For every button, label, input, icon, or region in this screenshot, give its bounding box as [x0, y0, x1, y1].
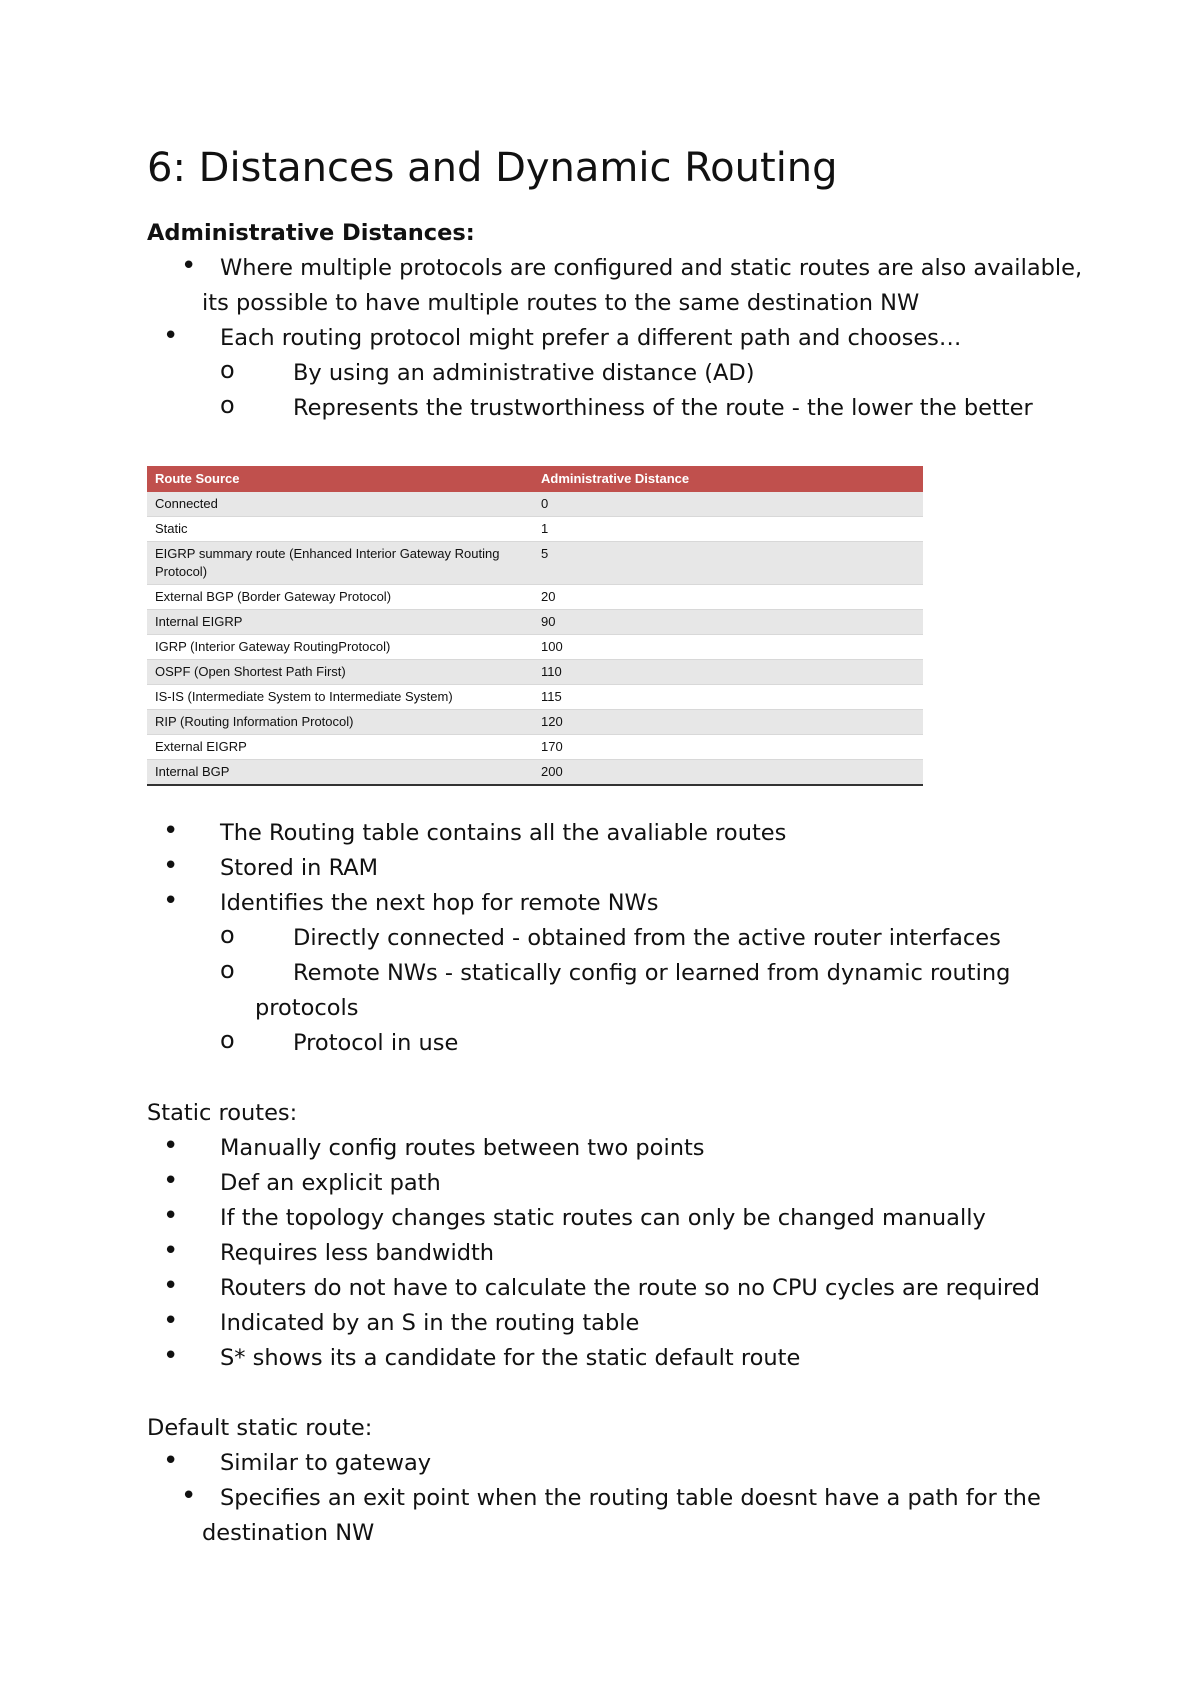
distance-cell: 200	[533, 760, 923, 786]
routing-table-bullet-list	[147, 816, 1087, 1061]
list-item: • Stored in RAM	[147, 851, 1087, 886]
distance-cell: 90	[533, 610, 923, 635]
distance-cell: 170	[533, 735, 923, 760]
list-item: • Routers do not have to calculate the route so no CPU cycles are required	[147, 1271, 1087, 1306]
admin-distance-table	[147, 466, 923, 786]
table-row	[147, 585, 923, 610]
list-item: • Where multiple protocols are configured and static routes are also available, its possible to have multiple routes to the same destination NW	[147, 251, 1087, 321]
list-item: • Requires less bandwidth	[147, 1236, 1087, 1271]
list-item: • Indicated by an S in the routing table	[147, 1306, 1087, 1341]
default-route-bullet-list	[147, 1446, 1087, 1551]
table-row	[147, 735, 923, 760]
route-source-cell: RIP (Routing Information Protocol)	[147, 710, 533, 735]
route-source-cell: External EIGRP	[147, 735, 533, 760]
sub-list-item: o Directly connected - obtained from the active router interfaces	[147, 921, 1087, 956]
route-source-cell: External BGP (Border Gateway Protocol)	[147, 585, 533, 610]
page-title: 6: Distances and Dynamic Routing	[147, 145, 838, 191]
list-item: • Identifies the next hop for remote NWs	[147, 886, 1087, 921]
column-header-route-source: Route Source	[147, 466, 533, 492]
list-item: • Specifies an exit point when the routing table doesnt have a path for the destination NW	[147, 1481, 1087, 1551]
spacer	[147, 1376, 1087, 1411]
route-source-cell: Internal EIGRP	[147, 610, 533, 635]
sub-list-item: o By using an administrative distance (AD)	[147, 356, 1087, 391]
distance-cell: 20	[533, 585, 923, 610]
distance-cell: 120	[533, 710, 923, 735]
list-item: • Similar to gateway	[147, 1446, 1087, 1481]
table-row	[147, 760, 923, 786]
spacer	[147, 1061, 1087, 1096]
document-body	[147, 216, 1087, 1551]
distance-cell: 0	[533, 492, 923, 517]
table-row	[147, 660, 923, 685]
route-source-cell: Static	[147, 517, 533, 542]
distance-cell: 1	[533, 517, 923, 542]
table-row	[147, 635, 923, 660]
sub-list-item: o Protocol in use	[147, 1026, 1087, 1061]
default-static-route-heading: Default static route:	[147, 1415, 373, 1441]
table-row	[147, 542, 923, 585]
list-item: • If the topology changes static routes can only be changed manually	[147, 1201, 1087, 1236]
distance-cell: 115	[533, 685, 923, 710]
sub-list-item: o Represents the trustworthiness of the route - the lower the better	[147, 391, 1087, 426]
list-item: • Manually config routes between two points	[147, 1131, 1087, 1166]
table-row	[147, 492, 923, 517]
static-routes-bullet-list	[147, 1131, 1087, 1376]
list-item: • S* shows its a candidate for the static default route	[147, 1341, 1087, 1376]
table-row	[147, 610, 923, 635]
distance-cell: 100	[533, 635, 923, 660]
table-row	[147, 685, 923, 710]
route-source-cell: Internal BGP	[147, 760, 533, 786]
route-source-cell: Connected	[147, 492, 533, 517]
column-header-admin-distance: Administrative Distance	[533, 466, 923, 492]
sub-list-item: o Remote NWs - statically config or learned from dynamic routing protocols	[147, 956, 1087, 1026]
static-routes-heading: Static routes:	[147, 1100, 298, 1126]
admin-distances-heading: Administrative Distances:	[147, 220, 475, 246]
list-item: • The Routing table contains all the avaliable routes	[147, 816, 1087, 851]
table-row	[147, 710, 923, 735]
distance-cell: 5	[533, 542, 923, 585]
route-source-cell: IGRP (Interior Gateway RoutingProtocol)	[147, 635, 533, 660]
route-source-cell: OSPF (Open Shortest Path First)	[147, 660, 533, 685]
list-item: • Def an explicit path	[147, 1166, 1087, 1201]
distance-cell: 110	[533, 660, 923, 685]
route-source-cell: EIGRP summary route (Enhanced Interior Gateway Routing Protocol)	[147, 542, 533, 585]
table-header-row	[147, 466, 923, 492]
admin-bullet-list	[147, 251, 1087, 426]
route-source-cell: IS-IS (Intermediate System to Intermediate System)	[147, 685, 533, 710]
list-item: • Each routing protocol might prefer a different path and chooses…	[147, 321, 1087, 356]
table-row	[147, 517, 923, 542]
